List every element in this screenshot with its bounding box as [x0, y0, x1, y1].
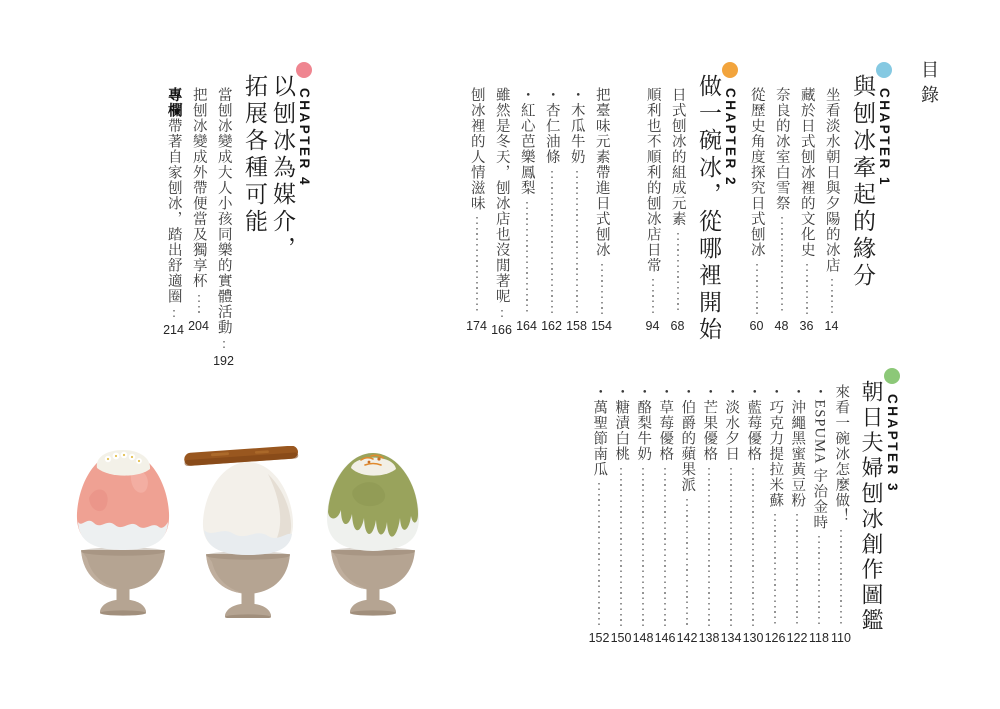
chapter-1-label: CHAPTER 1 [876, 88, 892, 188]
dotted-leader [173, 310, 175, 318]
toc-entry [742, 384, 764, 646]
chapter-4-dot-icon [296, 62, 312, 78]
toc-entry-title: 來看一碗冰怎麼做！ [833, 384, 850, 524]
toc-entry-title: ・藍莓優格 [745, 384, 762, 462]
dotted-leader [818, 536, 820, 626]
toc-entry-title: ・酪梨牛奶 [635, 384, 652, 462]
toc-entry-title: 把刨冰變成外帶便當及獨享杯 [190, 87, 207, 289]
toc-entry-title: 當刨冰變成大人小孩同樂的實體活動 [215, 87, 232, 335]
page-number: 150 [610, 631, 632, 645]
chapter-1-dot-icon [876, 62, 892, 78]
dotted-leader [476, 217, 478, 314]
page-number: 122 [786, 631, 808, 645]
toc-entry-title: 日式刨冰的組成元素 [669, 87, 686, 227]
toc-entry [698, 384, 720, 646]
toc-bottom-band [585, 368, 902, 646]
toc-entry-title: 專欄帶著自家刨冰，踏出舒適圈 [165, 87, 182, 304]
dotted-leader [781, 217, 783, 314]
toc-entry-title: ・沖繩黑蜜黃豆粉 [789, 384, 806, 508]
page-number: 162 [541, 319, 562, 333]
page-number: 14 [824, 319, 839, 333]
toc-entry [823, 87, 840, 334]
dotted-leader [526, 202, 528, 315]
toc-entry-title: ・淡水夕日 [723, 384, 740, 462]
milk-shaved-ice-with-cinnamon-stick-cup [184, 446, 299, 618]
toc-entry-title: ・萬聖節南瓜 [591, 384, 608, 477]
dotted-leader [551, 171, 553, 315]
chapter-2-entries [636, 87, 686, 334]
dotted-leader [806, 264, 808, 315]
dotted-leader [601, 264, 603, 315]
toc-entry-title: 刨冰裡的人情滋味 [468, 87, 485, 211]
page-number: 118 [809, 631, 829, 645]
chapter-2-label: CHAPTER 2 [722, 88, 738, 188]
toc-entry [593, 87, 610, 334]
toc-entry [676, 384, 698, 646]
dotted-leader [774, 514, 776, 626]
page-number: 204 [188, 319, 209, 333]
toc-entry [748, 87, 765, 334]
chapter-3-label: CHAPTER 3 [884, 394, 900, 494]
toc-entry [773, 87, 790, 334]
chapter-4-title: 以刨冰為媒介， 拓展各種可能 [242, 74, 295, 263]
page-number: 166 [491, 323, 512, 337]
page-number: 130 [742, 631, 764, 645]
toc-entry-title: ・糖漬白桃 [613, 384, 630, 462]
chapter-1-title: 與刨冰牽起的緣分 [850, 74, 875, 290]
chapter-3-entries [585, 384, 849, 646]
page-number: 142 [676, 631, 698, 645]
page-number: 158 [566, 319, 587, 333]
dotted-leader [598, 483, 600, 626]
chapter-1-entries [740, 87, 840, 334]
toc-entry [588, 384, 610, 646]
dotted-leader [576, 171, 578, 315]
toc-entry [654, 384, 676, 646]
chapter-3-block [585, 368, 902, 646]
page-number: 192 [213, 354, 234, 368]
page-number: 36 [799, 319, 814, 333]
chapter-3-title: 朝日夫婦刨冰創作圖鑑 [859, 380, 884, 634]
toc-entry [764, 384, 786, 646]
chapter-3-header [882, 368, 902, 493]
chapter-3-dot-icon [884, 368, 900, 384]
chapter-4-block [157, 62, 314, 368]
shaved-ice-illustration [48, 446, 428, 618]
toc-entry [644, 87, 661, 334]
toc-entry-title: ・杏仁油條 [543, 87, 560, 165]
dotted-leader [223, 341, 225, 349]
page-number: 60 [749, 319, 764, 333]
toc-entry [786, 384, 808, 646]
toc-entry [213, 87, 234, 368]
toc-entry [518, 87, 535, 334]
dotted-leader [796, 514, 798, 626]
toc-entry-title: 從歷史角度探究日式刨冰 [748, 87, 765, 258]
page-number: 214 [163, 323, 184, 337]
dotted-leader [501, 310, 503, 318]
page-number: 174 [466, 319, 487, 333]
toc-entry [798, 87, 815, 334]
dotted-leader [708, 468, 710, 627]
strawberry-shaved-ice-cup [77, 450, 169, 616]
page-number: 134 [720, 631, 742, 645]
dotted-leader [652, 279, 654, 314]
chapter-2-header [720, 62, 740, 187]
chapter-1-block [740, 62, 894, 334]
dotted-leader [686, 499, 688, 627]
chapter-4-header [294, 62, 314, 187]
page-number: 146 [654, 631, 676, 645]
toc-entry-title: ・伯爵的蘋果派 [679, 384, 696, 493]
toc-entry [811, 384, 827, 646]
page-title: 目錄 [919, 60, 939, 110]
chapter-2-dot-icon [722, 62, 738, 78]
toc-entry-title: ・ESPUMA 宇治金時 [811, 384, 828, 531]
toc-entry [568, 87, 585, 334]
toc-entry-title: 雖然是冬天，刨冰店也沒閒著呢 [493, 87, 510, 304]
page-number: 148 [632, 631, 654, 645]
dotted-leader [831, 279, 833, 314]
toc-entry-title: ・木瓜牛奶 [568, 87, 585, 165]
toc-top-band [131, 62, 894, 368]
toc-entry [833, 384, 849, 646]
dotted-leader [642, 468, 644, 627]
column-feature-label: 專欄 [165, 87, 182, 118]
dotted-leader [677, 233, 679, 315]
toc-entry [610, 384, 632, 646]
chapter-4-label: CHAPTER 4 [296, 88, 312, 188]
toc-entry-title: ・紅心芭樂鳳梨 [518, 87, 535, 196]
toc-entry [720, 384, 742, 646]
dotted-leader [730, 468, 732, 627]
toc-entry [543, 87, 560, 334]
toc-entry [190, 87, 207, 334]
page-number: 94 [645, 319, 660, 333]
matcha-shaved-ice-cup [327, 453, 419, 616]
chapter-4-entries [157, 87, 234, 368]
toc-entry [491, 87, 512, 337]
dotted-leader [620, 468, 622, 627]
page-number: 152 [588, 631, 610, 645]
toc-entry [669, 87, 686, 334]
toc-entry [163, 87, 184, 337]
chapter-2-entries-continued [460, 62, 612, 337]
dotted-leader [752, 468, 754, 627]
toc-entry-title: 把臺味元素帶進日式刨冰 [593, 87, 610, 258]
toc-entry [632, 384, 654, 646]
page-number: 138 [698, 631, 720, 645]
page-number: 164 [516, 319, 537, 333]
page-number: 126 [764, 631, 786, 645]
dotted-leader [756, 264, 758, 315]
chapter-1-header [874, 62, 894, 187]
shaved-ice-illustration-svg [48, 446, 428, 618]
dotted-leader [198, 295, 200, 315]
toc-entry-title: 藏於日式刨冰裡的文化史 [798, 87, 815, 258]
toc-entry-title: ・草莓優格 [657, 384, 674, 462]
page-number: 48 [774, 319, 789, 333]
dotted-leader [664, 468, 666, 627]
chapter-2-title: 做一碗冰，從哪裡開始 [696, 74, 721, 344]
page-number: 68 [670, 319, 685, 333]
toc-entry-title: 順利也不順利的刨冰店日常 [644, 87, 661, 273]
dotted-leader [840, 530, 842, 627]
toc-entry [468, 87, 485, 334]
toc-entry-title: ・芒果優格 [701, 384, 718, 462]
page-number: 154 [591, 319, 612, 333]
page-number: 110 [831, 631, 851, 645]
toc-entry-title: 坐看淡水朝日與夕陽的冰店 [823, 87, 840, 273]
chapter-2-block [636, 62, 740, 344]
toc-entry-title: ・巧克力提拉米蘇 [767, 384, 784, 508]
toc-entry-title: 奈良的冰室白雪祭 [773, 87, 790, 211]
